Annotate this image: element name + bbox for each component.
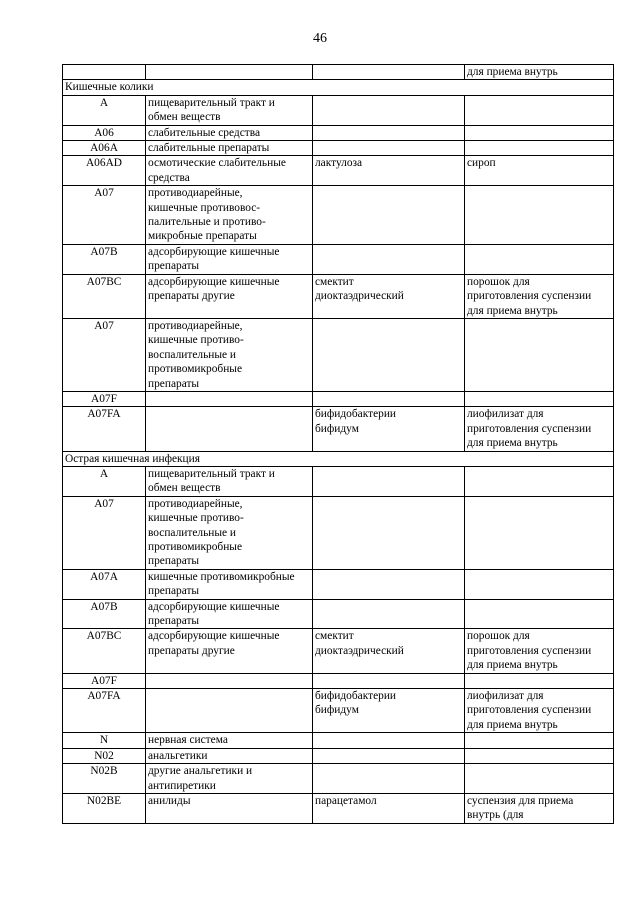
- table-row: [63, 569, 614, 599]
- atc-code-cell: N02B: [63, 764, 146, 794]
- dosage-form-cell: для приема внутрь: [465, 65, 614, 80]
- atc-name-cell: адсорбирующие кишечные препараты другие: [146, 629, 313, 673]
- drug-name-cell: [313, 186, 465, 245]
- table-row: [63, 391, 614, 406]
- drug-name-cell: [313, 748, 465, 763]
- drug-name-cell: [313, 733, 465, 748]
- table-row: [63, 244, 614, 274]
- atc-name-cell: пищеварительный тракт и обмен веществ: [146, 95, 313, 125]
- atc-name-cell: пищеварительный тракт и обмен веществ: [146, 466, 313, 496]
- drug-name-cell: [313, 496, 465, 569]
- drug-name-cell: смектит диоктаэдрический: [313, 629, 465, 673]
- atc-code-cell: [63, 65, 146, 80]
- drug-name-cell: [313, 391, 465, 406]
- atc-name-cell: противодиарейные, кишечные противо- воспалительные и противомикробные препараты: [146, 318, 313, 391]
- drug-name-cell: смектит диоктаэдрический: [313, 274, 465, 318]
- dosage-form-cell: [465, 466, 614, 496]
- drug-name-cell: [313, 95, 465, 125]
- atc-name-cell: [146, 407, 313, 451]
- dosage-form-cell: [465, 186, 614, 245]
- table-row: [63, 793, 614, 823]
- atc-name-cell: [146, 689, 313, 733]
- atc-name-cell: анальгетики: [146, 748, 313, 763]
- table-row: [63, 407, 614, 451]
- atc-name-cell: осмотические слабительные средства: [146, 156, 313, 186]
- dosage-form-cell: [465, 141, 614, 156]
- atc-code-cell: A07A: [63, 569, 146, 599]
- dosage-form-cell: лиофилизат для приготовления суспензии для приема внутрь: [465, 689, 614, 733]
- drug-name-cell: [313, 764, 465, 794]
- drug-table: [62, 64, 614, 824]
- drug-name-cell: бифидобактерии бифидум: [313, 407, 465, 451]
- dosage-form-cell: сироп: [465, 156, 614, 186]
- atc-code-cell: A07B: [63, 599, 146, 629]
- table-row: [63, 748, 614, 763]
- atc-name-cell: слабительные средства: [146, 125, 313, 140]
- table-row: [63, 318, 614, 391]
- atc-name-cell: [146, 65, 313, 80]
- section-title: Кишечные колики: [63, 80, 614, 95]
- drug-name-cell: лактулоза: [313, 156, 465, 186]
- dosage-form-cell: [465, 599, 614, 629]
- dosage-form-cell: [465, 125, 614, 140]
- atc-name-cell: [146, 391, 313, 406]
- atc-code-cell: N02BE: [63, 793, 146, 823]
- drug-name-cell: [313, 569, 465, 599]
- atc-code-cell: A07F: [63, 673, 146, 688]
- table-row: [63, 186, 614, 245]
- atc-code-cell: A07FA: [63, 689, 146, 733]
- dosage-form-cell: [465, 244, 614, 274]
- table-row: [63, 689, 614, 733]
- drug-name-cell: [313, 125, 465, 140]
- atc-name-cell: адсорбирующие кишечные препараты другие: [146, 274, 313, 318]
- dosage-form-cell: [465, 391, 614, 406]
- section-header-row: [63, 451, 614, 466]
- atc-name-cell: [146, 673, 313, 688]
- dosage-form-cell: [465, 318, 614, 391]
- atc-code-cell: A07: [63, 186, 146, 245]
- atc-code-cell: A06A: [63, 141, 146, 156]
- table-row: [63, 141, 614, 156]
- atc-code-cell: A06: [63, 125, 146, 140]
- dosage-form-cell: лиофилизат для приготовления суспензии для приема внутрь: [465, 407, 614, 451]
- atc-name-cell: слабительные препараты: [146, 141, 313, 156]
- atc-name-cell: нервная система: [146, 733, 313, 748]
- atc-name-cell: противодиарейные, кишечные противо- воспалительные и противомикробные препараты: [146, 496, 313, 569]
- dosage-form-cell: [465, 569, 614, 599]
- table-row: [63, 764, 614, 794]
- atc-name-cell: адсорбирующие кишечные препараты: [146, 599, 313, 629]
- atc-code-cell: A07BC: [63, 274, 146, 318]
- table-row: [63, 274, 614, 318]
- dosage-form-cell: [465, 95, 614, 125]
- table-row: [63, 629, 614, 673]
- atc-code-cell: A07: [63, 318, 146, 391]
- table-row: [63, 156, 614, 186]
- atc-name-cell: другие анальгетики и антипиретики: [146, 764, 313, 794]
- atc-name-cell: кишечные противомикробные препараты: [146, 569, 313, 599]
- dosage-form-cell: [465, 764, 614, 794]
- dosage-form-cell: [465, 748, 614, 763]
- page-number: 46: [313, 31, 327, 46]
- dosage-form-cell: суспензия для приема внутрь (для: [465, 793, 614, 823]
- atc-name-cell: адсорбирующие кишечные препараты: [146, 244, 313, 274]
- table-row: [63, 599, 614, 629]
- table-row: [63, 65, 614, 80]
- dosage-form-cell: порошок для приготовления суспензии для приема внутрь: [465, 274, 614, 318]
- table-row: [63, 466, 614, 496]
- atc-code-cell: A07FA: [63, 407, 146, 451]
- atc-code-cell: N: [63, 733, 146, 748]
- drug-name-cell: [313, 466, 465, 496]
- drug-name-cell: бифидобактерии бифидум: [313, 689, 465, 733]
- table-row: [63, 125, 614, 140]
- table-body: [63, 65, 614, 824]
- section-title: Острая кишечная инфекция: [63, 451, 614, 466]
- dosage-form-cell: [465, 733, 614, 748]
- atc-code-cell: A07F: [63, 391, 146, 406]
- dosage-form-cell: [465, 496, 614, 569]
- atc-code-cell: A: [63, 466, 146, 496]
- table-row: [63, 95, 614, 125]
- drug-name-cell: [313, 244, 465, 274]
- dosage-form-cell: [465, 673, 614, 688]
- drug-name-cell: [313, 65, 465, 80]
- atc-code-cell: A06AD: [63, 156, 146, 186]
- drug-name-cell: [313, 318, 465, 391]
- table-row: [63, 496, 614, 569]
- atc-code-cell: A07BC: [63, 629, 146, 673]
- atc-code-cell: A: [63, 95, 146, 125]
- drug-name-cell: [313, 599, 465, 629]
- atc-code-cell: N02: [63, 748, 146, 763]
- atc-name-cell: противодиарейные, кишечные противовос- палительные и противо- микробные препараты: [146, 186, 313, 245]
- table-row: [63, 673, 614, 688]
- dosage-form-cell: порошок для приготовления суспензии для приема внутрь: [465, 629, 614, 673]
- table-row: [63, 733, 614, 748]
- atc-code-cell: A07B: [63, 244, 146, 274]
- drug-name-cell: парацетамол: [313, 793, 465, 823]
- atc-name-cell: анилиды: [146, 793, 313, 823]
- drug-name-cell: [313, 141, 465, 156]
- drug-name-cell: [313, 673, 465, 688]
- atc-code-cell: A07: [63, 496, 146, 569]
- section-header-row: [63, 80, 614, 95]
